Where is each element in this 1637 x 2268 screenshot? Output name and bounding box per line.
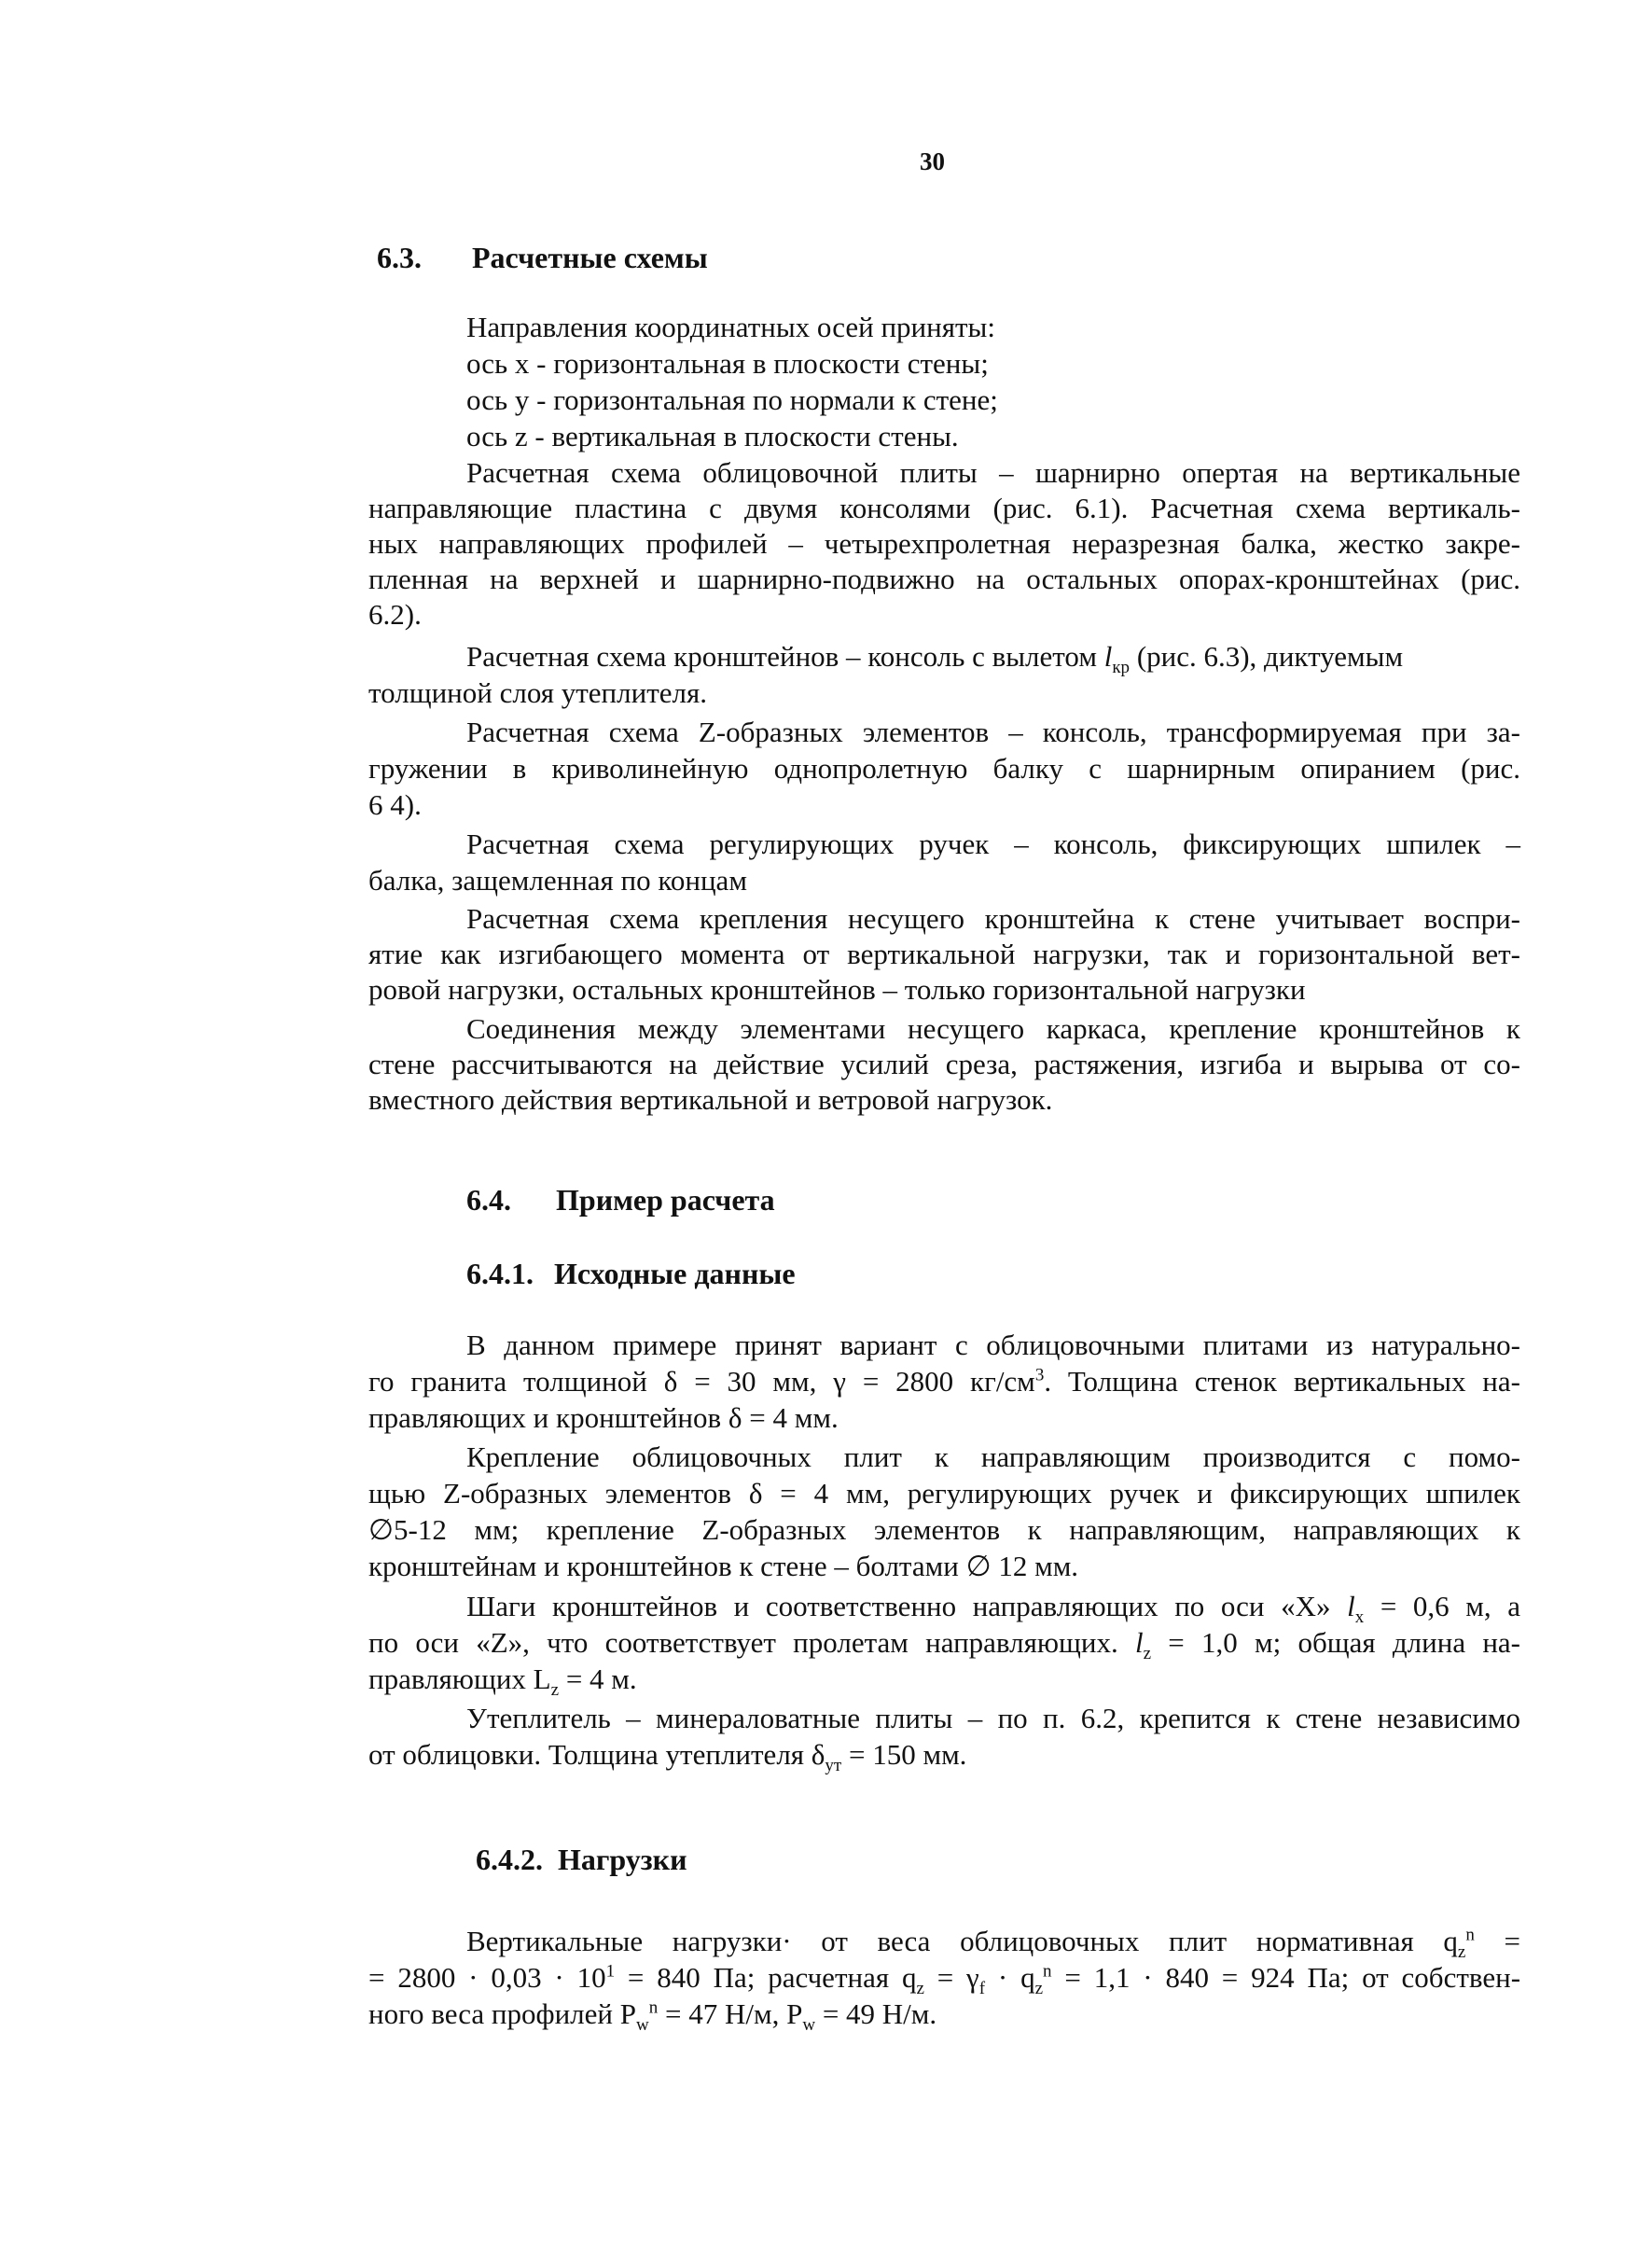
superscript: n — [1043, 1961, 1052, 1982]
text-run: Расчетная схема кронштейнов – консоль с вылетом — [466, 640, 1104, 673]
text-run: = γ — [923, 1961, 979, 1994]
text-line: Расчетная схема крепления несущего кронштейна к стене учитывает воспри- — [466, 902, 1520, 935]
superscript: n — [1465, 1925, 1475, 1945]
text-line — [466, 1589, 1521, 1628]
text-line — [368, 1364, 1520, 1399]
text-line: толщиной слоя утеплителя. — [368, 676, 707, 709]
text-run: = 150 мм. — [841, 1738, 967, 1771]
text-line: ось z - вертикальная в плоскости стены. — [466, 420, 959, 452]
text-run: = 1,1 · 840 = 924 Па; от собствен- — [1051, 1961, 1521, 1994]
text-line — [368, 1662, 637, 1701]
text-run: = 2800 · 0,03 · 10 — [368, 1961, 606, 1994]
text-line: ровой нагрузки, остальных кронштейнов – только горизонтальной нагрузки — [368, 973, 1306, 1006]
superscript: 3 — [1034, 1365, 1045, 1385]
text-line — [368, 1960, 1521, 1999]
text-run: Шаги кронштейнов и соответственно направляющих по оси «X» — [466, 1590, 1348, 1622]
heading-number: 6.3. — [377, 241, 422, 274]
text-run: · q — [985, 1961, 1035, 1994]
subscript: z — [1143, 1644, 1152, 1664]
text-line: правляющих и кронштейнов δ = 4 мм. — [368, 1401, 839, 1434]
text-line: ось у - горизонтальная по нормали к стене; — [466, 383, 998, 416]
text-line: ∅5-12 мм; крепление Z-образных элементов к направляющим, направляющих к — [368, 1513, 1520, 1546]
text-line: ятие как изгибающего момента от вертикальной нагрузки, так и горизонтальной вет- — [368, 938, 1520, 970]
text-run: Вертикальные нагрузки· от веса облицовочных плит нормативная q — [466, 1925, 1458, 1957]
text-run: по оси «Z», что соответствует пролетам направляющих. — [368, 1626, 1135, 1659]
symbol-l: l — [1103, 640, 1113, 673]
text-line: ных направляющих профилей – четырехпролетная неразрезная балка, жестко закре- — [368, 527, 1520, 560]
text-line — [466, 639, 1404, 678]
subscript: z — [550, 1680, 560, 1701]
text-line: балка, защемленная по концам — [368, 864, 747, 897]
subscript: z — [916, 1979, 924, 1999]
heading-title: Исходные данные — [554, 1257, 796, 1290]
text-run: (рис. 6.3), диктуемым — [1130, 640, 1404, 673]
text-line: стене рассчитываются на действие усилий среза, растяжения, изгиба и вырыва от со- — [368, 1048, 1520, 1080]
subscript: кр — [1112, 658, 1131, 678]
heading-title: Расчетные схемы — [472, 241, 708, 274]
text-line: 6.2). — [368, 598, 422, 631]
text-line: Крепление облицовочных плит к направляющим производится с помо- — [466, 1440, 1520, 1473]
page-number: 30 — [920, 147, 945, 175]
subscript: w — [802, 2015, 816, 2036]
text-run: = — [1474, 1925, 1520, 1957]
text-line — [466, 1924, 1520, 1963]
text-run: = 1,0 м; общая длина на- — [1151, 1626, 1520, 1659]
symbol-l: l — [1134, 1626, 1144, 1659]
heading-6-3 — [377, 241, 708, 275]
text-line: Расчетная схема облицовочной плиты – шарнирно опертая на вертикальные — [466, 456, 1520, 489]
text-line: Расчетная схема регулирующих ручек – консоль, фиксирующих шпилек – — [466, 828, 1520, 860]
text-line: Расчетная схема Z-образных элементов – консоль, трансформируемая при за- — [466, 716, 1520, 748]
text-line — [368, 1737, 967, 1776]
text-line: В данном примере принят вариант с облицовочными плитами из натурально- — [466, 1329, 1520, 1361]
text-line — [368, 1997, 937, 2036]
text-run: . Толщина стенок вертикальных на- — [1044, 1365, 1520, 1398]
superscript: n — [648, 1997, 659, 2018]
text-run: = 49 Н/м. — [815, 1997, 937, 2030]
subscript: z — [1034, 1979, 1044, 1999]
symbol-l: l — [1347, 1590, 1355, 1622]
text-run: го гранита толщиной δ = 30 мм, γ = 2800 кг/см — [368, 1365, 1035, 1398]
heading-number: 6.4. — [466, 1183, 511, 1217]
subscript: ут — [825, 1756, 842, 1776]
text-line: направляющие пластина с двумя консолями (рис. 6.1). Расчетная схема вертикаль- — [368, 492, 1520, 524]
text-line: Утеплитель – минераловатные плиты – по п. 6.2, крепится к стене независимо — [466, 1702, 1520, 1734]
subscript: f — [978, 1979, 986, 1999]
text-run: = 47 Н/м, P — [658, 1997, 803, 2030]
subscript: z — [1457, 1942, 1466, 1963]
subscript: x — [1354, 1607, 1365, 1628]
text-run: = 0,6 м, а — [1364, 1590, 1521, 1622]
text-line: вместного действия вертикальной и ветровой нагрузок. — [368, 1083, 1053, 1116]
text-run: = 4 м. — [559, 1663, 637, 1695]
text-line: щью Z-образных элементов δ = 4 мм, регулирующих ручек и фиксирующих шпилек — [368, 1477, 1520, 1510]
heading-number: 6.4.1. — [466, 1257, 534, 1290]
text-line: Направления координатных осей приняты: — [466, 311, 995, 343]
heading-6-4-1 — [466, 1257, 796, 1291]
text-line: кронштейнам и кронштейнов к стене – болтами ∅ 12 мм. — [368, 1550, 1079, 1582]
subscript: w — [636, 2015, 649, 2036]
superscript: 1 — [605, 1961, 616, 1982]
heading-title: Пример расчета — [556, 1183, 775, 1217]
heading-6-4-2 — [476, 1843, 687, 1877]
text-line: пленная на верхней и шарнирно-подвижно на остальных опорах-кронштейнах (рис. — [368, 563, 1520, 595]
text-line: 6 4). — [368, 788, 422, 821]
heading-title: Нагрузки — [558, 1843, 687, 1876]
heading-6-4 — [466, 1183, 775, 1217]
text-run: правляющих L — [368, 1663, 551, 1695]
heading-number: 6.4.2. — [476, 1843, 543, 1876]
text-run: = 840 Па; расчетная q — [615, 1961, 917, 1994]
text-line — [368, 1625, 1520, 1664]
text-line: Соединения между элементами несущего каркаса, крепление кронштейнов к — [466, 1012, 1520, 1045]
text-line: ось х - горизонтальная в плоскости стены; — [466, 347, 989, 380]
text-run: ного веса профилей P — [368, 1997, 636, 2030]
text-run: от облицовки. Толщина утеплителя δ — [368, 1738, 825, 1771]
text-line: гружении в криволинейную однопролетную балку с шарнирным опиранием (рис. — [368, 752, 1520, 785]
